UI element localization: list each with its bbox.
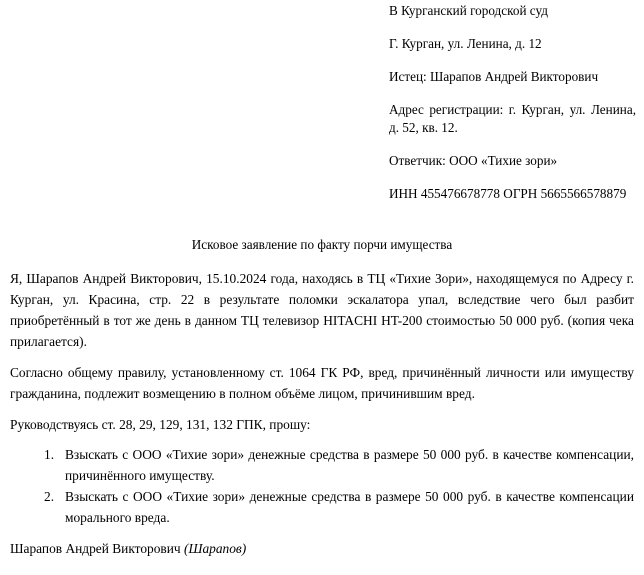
- list-item: Взыскать с ООО «Тихие зори» денежные средства в размере 50 000 руб. в качестве компенсации, причинённого имуществу.: [65, 447, 634, 483]
- signature-line: [10, 538, 634, 559]
- court-name: В Курганский городской суд: [389, 3, 548, 18]
- court-address: Г. Курган, ул. Ленина, д. 12: [389, 36, 542, 51]
- defendant-name: Ответчик: ООО «Тихие зори»: [389, 153, 558, 168]
- plaintiff-name: Истец: Шарапов Андрей Викторович: [389, 69, 599, 84]
- paragraph-request-intro: Руководствуясь ст. 28, 29, 129, 131, 132 ГПК, прошу:: [10, 417, 311, 432]
- signature-full-name: Шарапов Андрей Викторович: [10, 541, 181, 556]
- registration-numbers: ИНН 455476678778 ОГРН 5665566578879: [389, 186, 627, 201]
- list-item: Взыскать с ООО «Тихие зори» денежные средства в размере 50 000 руб. в качестве компенсации морального вреда.: [65, 489, 634, 525]
- document-body: [10, 268, 634, 559]
- plaintiff-address: Адрес регистрации: г. Курган, ул. Ленина, д. 52, кв. 12.: [389, 102, 636, 135]
- paragraph-incident: Я, Шарапов Андрей Викторович, 15.10.2024 года, находясь в ТЦ «Тихие Зори», находящемуся по Адресу г. Курган, ул. Красина, стр. 22 в результате поломки эскалатора упал, вследствие чего был разбит приобретённый в тот же день в данном ТЦ телевизор HITACHI HT-200 стоимостью 50 000 руб. (копия чека прилагается).: [10, 271, 634, 349]
- addressee-header-block: [389, 2, 636, 203]
- paragraph-legal-basis: Согласно общему правилу, установленному ст. 1064 ГК РФ, вред, причинённый личности или имуществу гражданина, подлежит возмещению в полном объёме лицом, причинившим вред.: [10, 365, 634, 401]
- signature-mark: (Шарапов): [184, 541, 247, 556]
- document-title: Исковое заявление по факту порчи имущества: [191, 237, 453, 252]
- claims-list: [10, 444, 634, 528]
